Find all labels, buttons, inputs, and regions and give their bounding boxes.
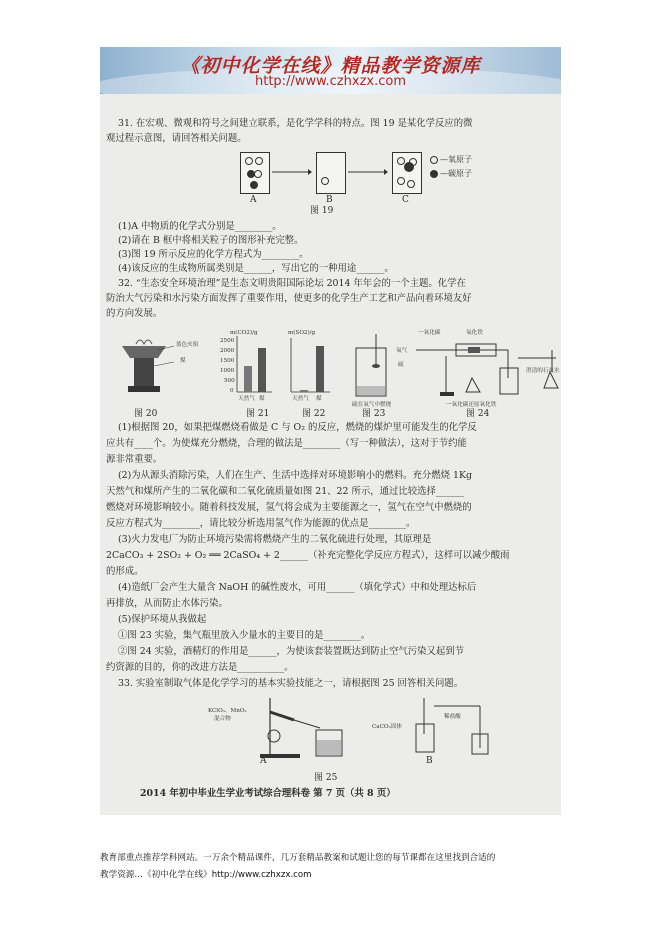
fig24-label-co: 一氧化碳 — [418, 330, 441, 336]
q32-para-15: ②图 24 实验，酒精灯的作用是______，为使该套装置既达到防止空气污染又起到节 — [118, 646, 465, 657]
apparatus-b — [400, 694, 490, 760]
legend-oxygen-label: —氧原子 — [440, 155, 472, 164]
arrow-icon — [348, 168, 388, 176]
fig25-label-kclo3: KClO₃、MnO₂ — [208, 708, 247, 714]
fig21-tick-2500: 2500 — [220, 338, 235, 344]
q31-item-2: (2)请在 B 框中将相关粒子的图形补充完整。 — [118, 235, 304, 246]
oxygen-atom-icon — [245, 157, 253, 165]
q32-para-14: ①图 23 实验，集气瓶里放入少量水的主要目的是________。 — [118, 630, 371, 641]
fig21-tick-1000: 1000 — [220, 368, 235, 374]
fig22-bar-label-coal: 煤 — [316, 396, 322, 402]
fig21-chart-axes — [236, 336, 272, 394]
box-a — [240, 152, 270, 194]
q32-para-7: 反应方程式为________，请比较分析选用氢气作为能源的优点是________。 — [106, 518, 416, 529]
fig21-tick-2000: 2000 — [220, 348, 235, 354]
q32-para-9: 2CaCO₃ + 2SO₂ + O₂ ══ 2CaSO₄ + 2______（补充完整化学反应方程式），这样可以减少酸雨 — [106, 550, 510, 561]
arrow-icon — [272, 168, 312, 176]
fig20-caption: 图 20 — [134, 409, 158, 419]
fig21-bar-label-coal: 煤 — [259, 396, 265, 402]
oxygen-atom-icon — [397, 177, 405, 185]
fig21-bar-gas — [244, 366, 252, 392]
banner-title: 《初中化学在线》精品教学资源库 — [180, 55, 481, 77]
label-b: B — [326, 195, 333, 205]
site-footer — [100, 850, 495, 884]
legend-carbon-label: —碳原子 — [440, 169, 472, 178]
fig24-bottom-label: 一氧化碳还原氧化铁 — [446, 402, 497, 408]
q32-para-6: 燃烧对环境影响较小。随着科技发展，氢气将会成为主要能源之一，氢气在空气中燃烧的 — [106, 502, 472, 513]
footer-line-2[interactable]: 教学资源…《初中化学在线》http://www.czhxzx.com — [100, 870, 312, 880]
fig19-caption: 图 19 — [310, 206, 334, 216]
gas-jar-figure — [350, 334, 400, 400]
q32-para-5: 天然气和煤所产生的二氧化碳和二氧化硫质量如图 21、22 所示，通过比较选择______ — [106, 486, 464, 497]
scanned-exam-page — [100, 94, 561, 815]
header-banner — [100, 47, 561, 94]
q32-para-8: (3)火力发电厂为防止环境污染需将燃烧产生的二氧化硫进行处理，其原理是 — [118, 534, 432, 545]
q32-intro-line-2: 防治大气污染和水污染方面发挥了重要作用，使更多的化学生产工艺和产品向着环境友好 — [106, 293, 472, 304]
figures-20-24 — [106, 328, 561, 419]
fig24-label-fe2o3: 氧化铁 — [466, 330, 483, 336]
apparatus-a — [250, 694, 350, 760]
fig25-label-mixture: 混合物 — [214, 716, 231, 722]
q31-intro-line-2: 观过程示意图，请回答相关问题。 — [106, 133, 247, 144]
banner-url[interactable]: http://www.czhxzx.com — [255, 74, 406, 89]
legend-oxygen-icon — [430, 156, 438, 164]
fig22-bar-gas — [300, 390, 308, 392]
legend-carbon-icon — [430, 170, 438, 178]
q32-intro-line-3: 的方向发展。 — [106, 308, 163, 319]
fig23-caption: 图 23 — [362, 409, 386, 419]
oxygen-atom-icon — [255, 157, 263, 165]
q31-item-3: (3)图 19 所示反应的化学方程式为________。 — [118, 249, 309, 260]
figure-19 — [240, 152, 472, 214]
q32-para-10: 的形成。 — [106, 566, 144, 577]
q32-para-3: 源非常重要。 — [106, 454, 163, 465]
coal-stove-figure — [114, 336, 174, 394]
oxygen-atom-icon — [409, 158, 417, 166]
q32-para-4: (2)为从源头消除污染，人们在生产、生活中选择对环境影响小的燃料。充分燃烧 1Kg — [118, 470, 472, 481]
fig24-label-limewater: 澄清的石灰水 — [526, 368, 560, 374]
q31-item-1: (1)A 中物质的化学式分别是________。 — [118, 221, 282, 232]
fig25-label-caco3: CaCO₃固体 — [372, 724, 402, 730]
fig21-tick-500: 500 — [224, 378, 235, 384]
fig25-label-a: A — [260, 756, 267, 766]
fig25-label-acid: 稀盐酸 — [444, 714, 461, 720]
fig22-bar-coal — [316, 346, 324, 392]
fig20-label-flame: 蓝色火焰 — [176, 342, 199, 348]
fig21-tick-0: 0 — [230, 388, 234, 394]
oxygen-atom-icon — [407, 180, 415, 188]
q31-intro-line-1: 31. 在宏观、微观和符号之间建立联系，是化学学科的特点。图 19 是某化学反应的微 — [118, 118, 473, 129]
fig22-bar-label-gas: 天然气 — [292, 396, 309, 402]
fig22-chart-axes — [290, 338, 330, 394]
fig20-label-coal: 煤 — [180, 358, 186, 364]
fig24-caption: 图 24 — [466, 409, 490, 419]
q31-item-4: (4)该反应的生成物所属类别是______，写出它的一种用途______。 — [118, 263, 394, 274]
q32-intro-line-1: 32. “生态安全环境治理”是生态文明贵阳国际论坛 2014 年年会的一个主题。化学在 — [118, 278, 466, 289]
fig21-tick-1500: 1500 — [220, 358, 235, 364]
footer-line-1: 教育部重点推荐学科网站。一万余个精品课件，几万套精品教案和试题让您的每节课都在这里找到合适的 — [100, 853, 496, 863]
fig23-label-sulfur: 硫 — [398, 362, 404, 368]
q32-para-16: 约资源的目的，你的改进方法是__________。 — [106, 662, 294, 673]
label-a: A — [250, 195, 257, 205]
box-b — [316, 152, 346, 194]
figure-25 — [200, 694, 500, 764]
q32-para-1: (1)根据图 20，如果把煤燃烧看做是 C 与 O₂ 的反应，燃烧的煤炉里可能发生的化学反 — [118, 422, 477, 433]
fig21-bar-label-gas: 天然气 — [238, 396, 255, 402]
fig23-label-oxygen: 氧气 — [396, 348, 408, 354]
q32-para-12: 再排放，从而防止水体污染。 — [106, 598, 228, 609]
q33-intro: 33. 实验室制取气体是化学学习的基本实验技能之一，请根据图 25 回答相关问题。 — [118, 678, 464, 689]
q32-para-13: (5)保护环境从我做起 — [118, 614, 207, 625]
fig21-bar-coal — [258, 348, 266, 392]
fig22-ylabel: m(SO2)/g — [288, 330, 316, 336]
q32-para-11: (4)造纸厂会产生大量含 NaOH 的碱性废水，可用______（填化学式）中和处理达标后 — [118, 582, 477, 593]
q32-para-2: 应共有____个。为使煤充分燃烧，合理的做法是________（写一种做法），这对于节约能 — [106, 438, 467, 449]
fig23-bottom-label: 硫在氧气中燃烧 — [352, 402, 392, 408]
box-c — [392, 152, 422, 194]
fig25-caption: 图 25 — [314, 773, 338, 783]
label-c: C — [402, 195, 409, 205]
exam-page-footer: 2014 年初中毕业生学业考试综合理科卷 第 7 页（共 8 页） — [140, 788, 396, 799]
carbon-atom-icon — [250, 181, 258, 189]
fig22-caption: 图 22 — [302, 409, 326, 419]
fig21-caption: 图 21 — [246, 409, 270, 419]
oxygen-atom-icon — [321, 177, 329, 185]
oxygen-atom-icon — [254, 170, 262, 178]
fig21-ylabel: m(CO2)/g — [230, 330, 258, 336]
fig25-label-b: B — [426, 756, 433, 766]
